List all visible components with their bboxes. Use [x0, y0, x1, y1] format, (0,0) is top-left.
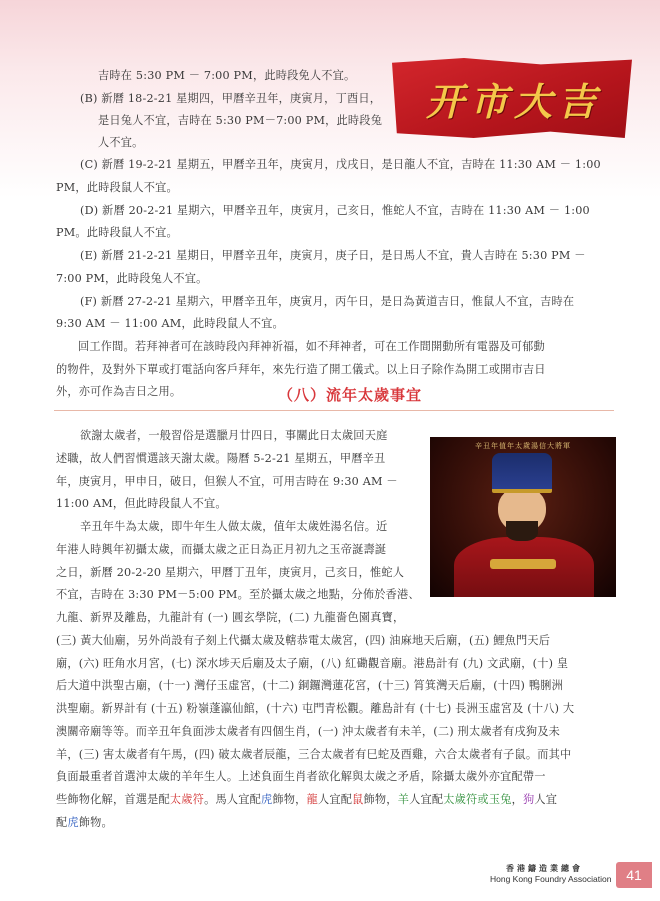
body-line: 后大道中洪聖古廟，(十一) 灣仔玉虛宮，(十二) 銅鑼灣蓮花宮，(十三) 筲箕灣天后廟，(十四) 鴨脷洲 — [56, 679, 564, 692]
body-line-colored — [56, 789, 557, 812]
body-line: 欲謝太歲者，一般習俗是選臘月廿四日，事關此日太歲回天庭 — [80, 429, 388, 442]
deity-photo — [430, 437, 616, 597]
highlight-talisman-rabbit: 太歲符或玉兔 — [443, 793, 512, 806]
intro-line: (F) 新曆 27-2-21 星期六，甲曆辛丑年，庚寅月，丙午日，是日為黃道吉日，惟鼠人不宜，吉時在 — [80, 295, 575, 308]
body-line: 洪聖廟。新界計有 (十五) 粉嶺蓬瀛仙館，(十六) 屯門青松觀。離島計有 (十七) 長洲玉虛宮及 (十八) 大 — [56, 702, 575, 715]
text-run: 。馬人宜配 — [204, 793, 262, 806]
text-run: 人宜 — [534, 793, 558, 806]
body-line: 不宜，吉時在 3:30 PM－5:00 PM。至於攝太歲之地點，分佈於香港、 — [56, 588, 420, 601]
highlight-tiger: 虎 — [67, 816, 79, 829]
text-run: 些飾物化解，首選是配 — [56, 793, 170, 806]
body-line: 11:00 AM，但此時段鼠人不宜。 — [56, 497, 227, 510]
highlight-dog: 狗 — [522, 793, 535, 806]
text-run: 人宜配 — [409, 793, 444, 806]
deity-belt — [490, 559, 556, 569]
intro-line: 的物件，及對外下單或打電話向客戶拜年，來先行造了開工儀式。以上日子除作為開工或開市吉日 — [56, 363, 546, 376]
body-line: 負面最重者首選沖太歲的羊年生人。上述負面生肖者欲化解與太歲之矛盾，除攝太歲外亦宜配帶一 — [56, 770, 546, 783]
deity-beard — [506, 521, 538, 541]
text-run: 飾物。 — [78, 816, 113, 829]
intro-line: (D) 新曆 20-2-21 星期六，甲曆辛丑年，庚寅月，己亥日，惟蛇人不宜，吉時在 11:30 AM － 1:00 — [80, 204, 590, 217]
text-run: 人宜配 — [317, 793, 353, 806]
text-run: 飾物， — [272, 793, 307, 806]
intro-line: 是日兔人不宜，吉時在 5:30 PM－7:00 PM，此時段兔 — [98, 114, 383, 127]
deity-hat — [492, 453, 552, 493]
banner-title: 开市大吉 — [425, 78, 602, 124]
highlight-rat: 鼠 — [352, 793, 364, 806]
highlight-talisman: 太歲符 — [169, 793, 205, 806]
body-line: 述職，故人們習慣選該天謝太歲。陽曆 5-2-21 星期五，甲曆辛丑 — [56, 452, 386, 465]
body-line: 羊，(三) 害太歲者有午馬，(四) 破太歲者辰龍，三合太歲者有巳蛇及酉雞，六合太歲者有子鼠。而其中 — [56, 748, 572, 761]
body-line: 年，庚寅月，甲申日，破日，但猴人不宜，可用吉時在 9:30 AM － — [56, 475, 398, 488]
body-line-colored — [56, 812, 113, 835]
intro-line: (B) 新曆 18-2-21 星期四，甲曆辛丑年，庚寅月，丁酉日， — [80, 92, 382, 105]
text-run: 配 — [56, 816, 68, 829]
body-line: (三) 黃大仙廟，另外尚設有子刻上代攝太歲及轄恭電太歲宮，(四) 油麻地天后廟，(五) 鯉魚門天后 — [56, 634, 551, 647]
intro-line: (E) 新曆 21-2-21 星期日，甲曆辛丑年，庚寅月，庚子日，是日馬人不宜，貴人吉時在 5:30 PM － — [80, 249, 586, 262]
footer-org-chinese: 香港鑄造業總會 — [506, 864, 583, 873]
text-run: 飾物， — [363, 793, 398, 806]
page-number: 41 — [616, 862, 652, 888]
photo-caption: 辛丑年值年太歲湯信大將軍 — [475, 442, 571, 450]
intro-line: 7:00 PM，此時段兔人不宜。 — [56, 272, 208, 285]
body-line: 廟，(六) 旺角水月宮，(七) 深水埗天后廟及太子廟，(八) 紅磡觀音廟。港島計有 (九) 文武廟，(十) 皇 — [56, 657, 569, 670]
highlight-tiger: 虎 — [261, 793, 273, 806]
intro-line: 回工作間。若拜神者可在該時段內拜神祈福，如不拜神者，可在工作間開動所有電器及可郁動 — [78, 340, 545, 353]
intro-line: 9:30 AM － 11:00 AM，此時段鼠人不宜。 — [56, 317, 284, 330]
body-line: 九龍、新界及離島，九龍計有 (一) 圓玄學院，(二) 九龍嗇色園真寶， — [56, 611, 405, 624]
highlight-dragon: 龍 — [306, 793, 318, 806]
section-heading: （八）流年太歲事宜 — [277, 386, 422, 404]
intro-line: PM，此時段鼠人不宜。 — [56, 181, 178, 194]
footer-org-english: Hong Kong Foundry Association — [490, 874, 612, 884]
body-line: 之日，新曆 20-2-20 星期六，甲曆丁丑年，庚寅月，己亥日，惟蛇人 — [56, 566, 405, 579]
section-divider — [54, 410, 614, 411]
intro-line: PM。此時段鼠人不宜。 — [56, 226, 178, 239]
intro-line: (C) 新曆 19-2-21 星期五，甲曆辛丑年，庚寅月，戊戌日，是日龍人不宜，吉時在 11:30 AM － 1:00 — [80, 158, 601, 171]
highlight-goat: 羊 — [397, 793, 410, 806]
text-run: ， — [511, 793, 523, 806]
intro-line: 外，亦可作為吉日之用。 — [56, 385, 182, 398]
body-line: 澳關帝廟等等。而辛丑年負面涉太歲者有四個生肖，(一) 沖太歲者有未羊，(二) 刑太歲者有戌狗及未 — [56, 725, 561, 738]
intro-line: 人不宜。 — [98, 136, 144, 149]
body-line: 辛丑年牛為太歲，即牛年生人做太歲，值年太歲姓湯名信。近 — [80, 520, 388, 533]
intro-line: 吉時在 5:30 PM － 7:00 PM，此時段免人不宜。 — [98, 69, 356, 82]
body-line: 年港人時興年初攝太歲，而攝太歲之正日為正月初九之玉帝誕壽誕 — [56, 543, 387, 556]
